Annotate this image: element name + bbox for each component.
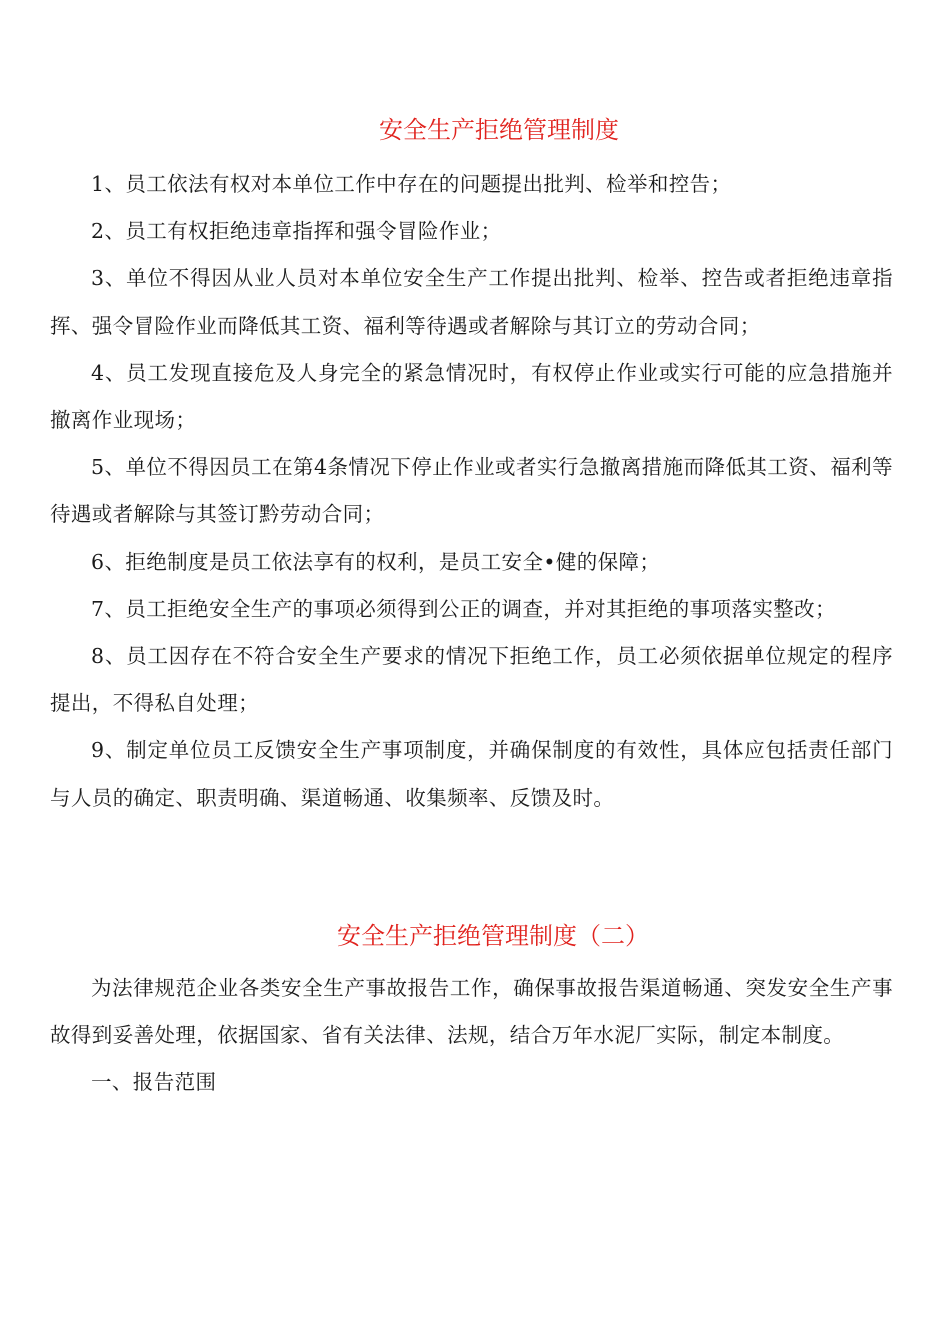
rule-item-6: 6、拒绝制度是员工依法享有的权利，是员工安全•健的保障； [91, 549, 661, 574]
rule-item-3: 3、单位不得因从业人员对本单位安全生产工作提出批判、检举、控告或者拒绝违章指挥、强令冒险作业而降低其工资、福利等待遇或者解除与其订立的劳动合同； [50, 266, 893, 338]
section-heading-reporting-scope: 一、报告范围 [91, 1070, 217, 1095]
document-title: 安全生产拒绝管理制度 [379, 116, 619, 144]
intro-paragraph: 为法律规范企业各类安全生产事故报告工作，确保事故报告渠道畅通、突发安全生产事故得到妥善处理，依据国家、省有关法律、法规，结合万年水泥厂实际，制定本制度。 [50, 976, 893, 1048]
rule-item-2: 2、员工有权拒绝违章指挥和强令冒险作业； [91, 219, 502, 244]
rule-item-5: 5、单位不得因员工在第4条情况下停止作业或者实行急撤离措施而降低其工资、福利等待遇或者解除与其签订黔劳动合同； [50, 455, 893, 527]
rules-list [50, 161, 893, 822]
rule-item-1: 1、员工依法有权对本单位工作中存在的问题提出批判、检举和控告； [91, 172, 732, 196]
section-title-2: 安全生产拒绝管理制度（二） [337, 922, 649, 950]
rule-item-7: 7、员工拒绝安全生产的事项必须得到公正的调查，并对其拒绝的事项落实整改； [91, 596, 836, 621]
rule-item-8: 8、员工因存在不符合安全生产要求的情况下拒绝工作，员工必须依据单位规定的程序提出，不得私自处理； [50, 644, 893, 716]
rule-item-9: 9、制定单位员工反馈安全生产事项制度，并确保制度的有效性，具体应包括责任部门与人员的确定、职责明确、渠道畅通、收集频率、反馈及时。 [50, 738, 893, 810]
section-2-body [50, 965, 893, 1107]
rule-item-4: 4、员工发现直接危及人身完全的紧急情况时，有权停止作业或实行可能的应急措施并撤离作业现场； [50, 360, 893, 433]
